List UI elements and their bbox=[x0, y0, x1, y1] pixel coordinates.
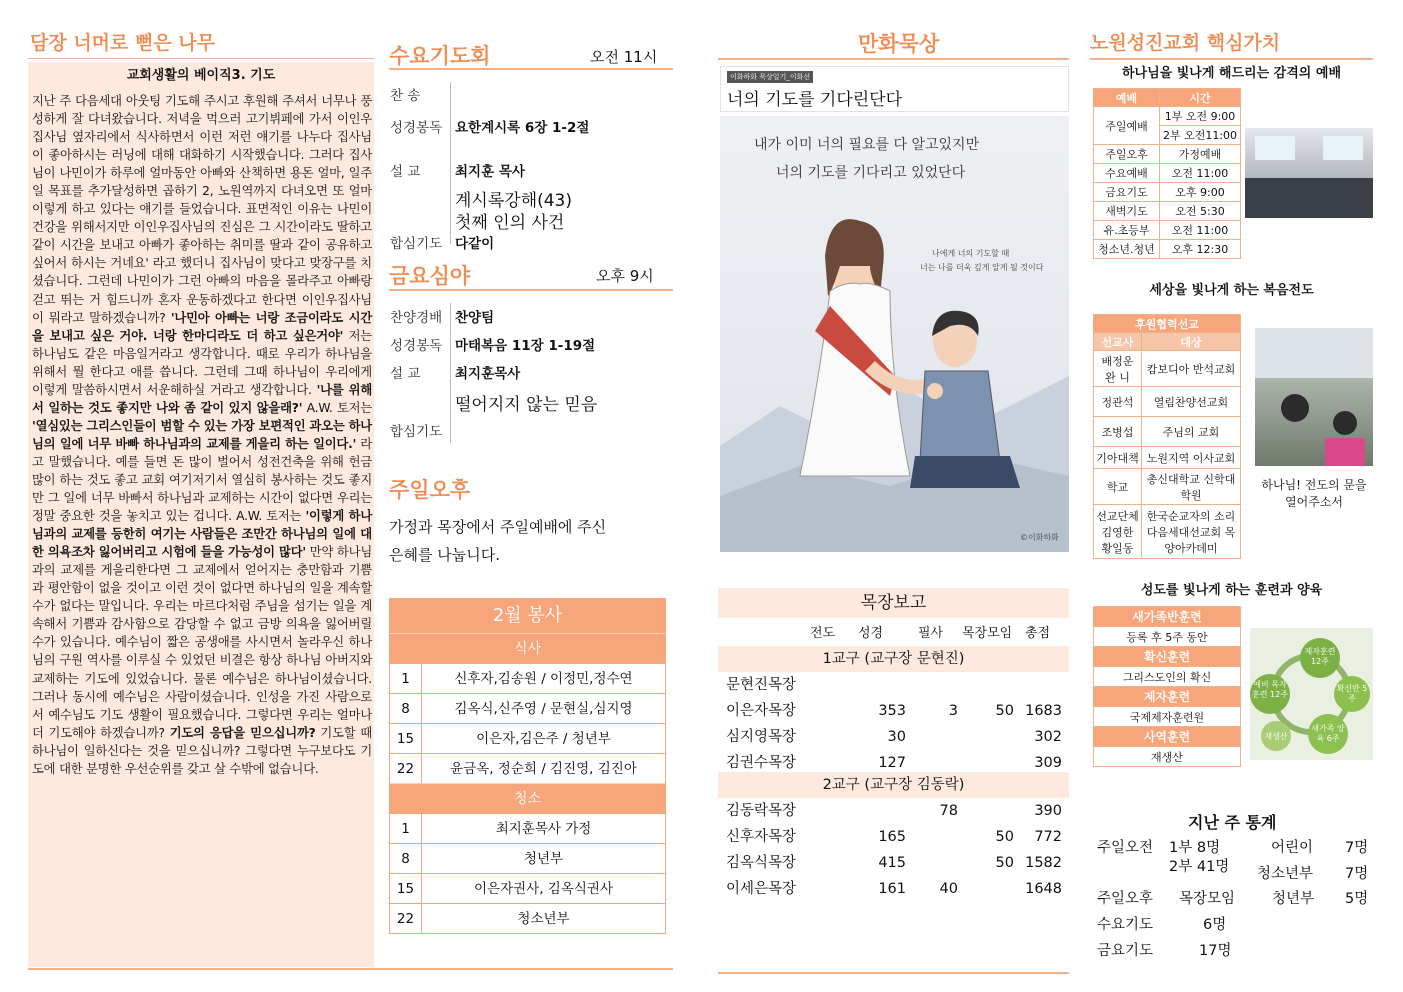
mission-col-header: 선교사 bbox=[1094, 333, 1142, 351]
column3-bottom-rule bbox=[718, 972, 1069, 974]
duty-date: 8 bbox=[390, 694, 422, 723]
report-mokjang-name: 이세은목장 bbox=[726, 881, 797, 897]
stats-kids-value: 7명 bbox=[1345, 840, 1369, 856]
mission-target: 한국순교자의 소리 다음세대선교회 목양아카데미 bbox=[1142, 505, 1241, 559]
fri-service-row bbox=[390, 390, 670, 419]
cartoon-section-title: 만화묵상 bbox=[858, 32, 940, 56]
mission-col-row bbox=[1094, 333, 1241, 351]
report-mokjang-name: 김권수목장 bbox=[726, 755, 797, 771]
fri-service-row bbox=[390, 362, 670, 391]
report-mokjang-name: 이은자목장 bbox=[726, 703, 797, 719]
stats-wed-label: 수요기도 bbox=[1097, 917, 1154, 933]
report-value: 3 bbox=[948, 703, 958, 719]
duty-date: 1 bbox=[390, 664, 422, 693]
missionary: 선교단체 김영한 황일동 bbox=[1094, 505, 1142, 559]
wed-row-label: 합심기도 bbox=[390, 236, 443, 252]
core-values-rule bbox=[1090, 58, 1373, 60]
cycle-label-5: 예비 목자훈련 12주 bbox=[1252, 680, 1288, 699]
worship-name: 청소년.청년 bbox=[1094, 240, 1160, 259]
training-row bbox=[1094, 707, 1241, 727]
worship-row bbox=[1094, 202, 1241, 221]
duty-assignees: 청소년부 bbox=[517, 911, 570, 927]
duty-table bbox=[389, 598, 666, 934]
report-row bbox=[718, 876, 1069, 902]
wed-title-rule bbox=[389, 68, 673, 70]
worship-time: 오전 11:00 bbox=[1160, 164, 1241, 183]
report-value: 1648 bbox=[1025, 881, 1062, 897]
article-text: 라고 말했습니다. 예를 들면 돈 많이 벌어서 성전건축을 위해 헌금 많이 하는 것도 좋고 교회 여기저기서 열심히 봉사하는 것도 좋지만 그 일에 너무 바빠서 하나님과 교제하는 시간이 없다면 우리는 정말 중요한 것을 놓치고 있는 겁니다. A.W. 토저는 bbox=[32, 436, 372, 524]
report-value: 50 bbox=[995, 855, 1014, 871]
fri-service-time: 오후 9시 bbox=[596, 267, 654, 285]
duty-date: 22 bbox=[390, 904, 422, 933]
stats-youth-value: 5명 bbox=[1345, 891, 1369, 907]
mission-row bbox=[1094, 351, 1241, 387]
training-desc: 국제제자훈련원 bbox=[1094, 707, 1241, 727]
duty-clean-row bbox=[390, 843, 665, 873]
article-body bbox=[32, 92, 372, 778]
training-header-row bbox=[1094, 607, 1241, 627]
training-desc: 그리스도인의 확신 bbox=[1094, 667, 1241, 687]
cycle-label-3: 새가족 양육 6주 bbox=[1311, 724, 1345, 743]
wed-row-value: 요한계시록 6장 1-2절 bbox=[455, 120, 590, 136]
training-desc: 재생산 bbox=[1094, 747, 1241, 767]
cartoon-small-line1: 나에게 너의 기도할 때 bbox=[932, 249, 1010, 258]
value3-heading: 성도를 빛나게 하는 훈련과 양육 bbox=[1140, 583, 1323, 598]
wed-row-value: 첫째 인의 사건 bbox=[455, 213, 565, 233]
training-desc: 등록 후 5주 동안 bbox=[1094, 627, 1241, 647]
column1-bottom-rule bbox=[28, 968, 673, 970]
mission-row bbox=[1094, 469, 1241, 505]
mission-target: 열림찬양선교회 bbox=[1142, 387, 1241, 417]
wed-service-row bbox=[390, 116, 670, 144]
duty-date: 8 bbox=[390, 844, 422, 873]
duty-clean-row bbox=[390, 873, 665, 903]
training-name: 새가족반훈련 bbox=[1094, 607, 1241, 627]
stats-fri-value: 17명 bbox=[1199, 943, 1232, 959]
report-col-header: 전도 bbox=[810, 626, 836, 641]
fri-service-title: 금요심야 bbox=[389, 264, 471, 288]
mission-caption-1: 하나님! 전도의 문을 bbox=[1261, 478, 1367, 492]
sunday-pm-line2: 은혜를 나눕니다. bbox=[389, 546, 500, 564]
report-col-header: 총점 bbox=[1025, 626, 1051, 641]
worship-time: 2부 오전11:00 bbox=[1160, 126, 1241, 145]
mission-header-row bbox=[1094, 315, 1241, 333]
mission-photo-illustration bbox=[1255, 328, 1373, 466]
report-value: 1582 bbox=[1025, 855, 1062, 871]
worship-row bbox=[1094, 240, 1241, 259]
column1-title: 담장 너머로 뻗은 나무 bbox=[30, 32, 216, 54]
wed-service-time: 오전 11시 bbox=[590, 48, 658, 66]
fri-service-row bbox=[390, 334, 670, 363]
report-mokjang-name: 문현진목장 bbox=[726, 677, 797, 693]
training-row bbox=[1094, 627, 1241, 647]
duty-meal-row bbox=[390, 693, 665, 723]
mission-col-header: 대상 bbox=[1142, 333, 1241, 351]
mission-photo bbox=[1255, 328, 1373, 466]
duty-assignees: 이은자권사, 김옥식권사 bbox=[474, 881, 613, 897]
report-value: 390 bbox=[1034, 803, 1062, 819]
stats-fri-label: 금요기도 bbox=[1097, 943, 1154, 959]
core-values-title: 노원성진교회 핵심가치 bbox=[1090, 32, 1281, 54]
report-column-headers bbox=[718, 620, 1069, 642]
fri-service-row bbox=[390, 420, 670, 449]
worship-row bbox=[1094, 183, 1241, 202]
wed-row-label: 설 교 bbox=[390, 164, 421, 180]
report-value: 40 bbox=[939, 881, 958, 897]
worship-time: 오전 11:00 bbox=[1160, 221, 1241, 240]
worship-header-cell: 예배 bbox=[1094, 89, 1160, 107]
worship-row bbox=[1094, 107, 1241, 126]
article-quote: 기도의 응답을 믿으십니까? bbox=[169, 725, 316, 740]
report-value: 165 bbox=[878, 829, 906, 845]
cartoon-small-line2: 너는 나를 더욱 깊게 알게 될 것이다 bbox=[920, 263, 1044, 272]
fri-row-label: 합심기도 bbox=[390, 424, 443, 440]
stats-teen-label: 청소년부 bbox=[1257, 866, 1314, 882]
mission-target: 노원지역 이사교회 bbox=[1142, 447, 1241, 469]
duty-meal-row bbox=[390, 663, 665, 693]
report-group-header: 2교구 (교구장 김동락) bbox=[718, 772, 1069, 798]
worship-name: 주일예배 bbox=[1094, 107, 1160, 145]
duty-date: 15 bbox=[390, 724, 422, 753]
mission-row bbox=[1094, 447, 1241, 469]
duty-date: 22 bbox=[390, 754, 422, 783]
duty-assignees: 김옥식,신주영 / 문현실,심지영 bbox=[454, 701, 633, 717]
cartoon-caption bbox=[720, 66, 1069, 112]
wed-row-label: 찬 송 bbox=[390, 88, 421, 104]
worship-name: 금요기도 bbox=[1094, 183, 1160, 202]
report-group-header: 1교구 (교구장 문현진) bbox=[718, 646, 1069, 672]
report-value: 161 bbox=[878, 881, 906, 897]
fri-service-row bbox=[390, 306, 670, 335]
article-subtitle: 교회생활의 베이직3. 기도 bbox=[126, 68, 276, 83]
report-value: 50 bbox=[995, 703, 1014, 719]
fri-title-rule bbox=[389, 289, 673, 291]
report-mokjang-name: 심지영목장 bbox=[726, 729, 797, 745]
duty-title: 2월 봉사 bbox=[390, 599, 665, 633]
mission-target: 주님의 교회 bbox=[1142, 417, 1241, 447]
worship-time: 가정예배 bbox=[1160, 145, 1241, 164]
article-text: 지난 주 다음세대 아웃팅 기도해 주시고 후원해 주셔서 너무나 풍성하게 잘 다녀왔습니다. 저녁을 먹으러 고기뷔페에 가서 이인우집사님 옆자리에서 식사하면서 이런 저런 얘기를 나누다 집사님이 좋아하시는 러닝에 대해 대화하기 시작했습니다. 그러다 집사님이 나민이가 하루에 얼마동안 아빠와 산책하면 용돈 얼마, 일주일 목표를 추가달성하면 곱하기 2, 노원역까지 다녀오면 또 얼마 이렇게 하고 있다는 얘기를 들었습니다. 표면적인 이유는 나민이 건강을 위해서지만 이인우집사님의 진심은 그 시간이라도 딸하고 같이 시간을 보내고 아빠가 좋아하는 취미를 딸과 같이 공유하고 싶어서 하시는 거네요' 라고 했더니 집사님이 맞다고 맞장구를 치셨습니다. 그런데 나민이가 그런 아빠의 마음을 몰라주고 아빠랑 걷고 뛰는 거 힘드니까 혼자 운동하겠다고 한다면 이인우집사님이 뭐라고 말하겠습니까? bbox=[32, 94, 372, 325]
cycle-label-2: 확신반 5주 bbox=[1336, 684, 1368, 703]
worship-header-row bbox=[1094, 89, 1241, 107]
worship-time: 오후 9:00 bbox=[1160, 183, 1241, 202]
wed-row-value: 다같이 bbox=[455, 236, 495, 252]
report-mokjang-name: 신후자목장 bbox=[726, 829, 797, 845]
report-row bbox=[718, 672, 1069, 698]
worship-name: 유.초등부 bbox=[1094, 221, 1160, 240]
article-text: 기도할 때 하나님이 일하신다는 것을 믿으십니까? 그렇다면 누구보다도 기도에 대한 분명한 우선순위를 갖고 살 수밖에 없습니다. bbox=[32, 725, 373, 776]
duty-assignees: 신후자,김송원 / 이정민,정수연 bbox=[454, 671, 633, 687]
duty-clean-rows bbox=[390, 813, 665, 933]
value1-heading: 하나님을 빛나게 해드리는 감격의 예배 bbox=[1121, 66, 1342, 81]
training-name: 사역훈련 bbox=[1094, 727, 1241, 747]
article-quote: '이렇게 하나님과의 교제를 등한히 여기는 사람들은 조만간 하나님의 일에 대한 의욕조차 잃어버리고 시험에 들을 가능성이 많다' bbox=[32, 509, 372, 560]
mission-caption-2: 열어주소서 bbox=[1285, 495, 1343, 509]
duty-date: 1 bbox=[390, 814, 422, 843]
report-col-header: 성경 bbox=[858, 626, 884, 641]
duty-assignees: 최지훈목사 가정 bbox=[495, 821, 592, 837]
stats-kids-label: 어린이 bbox=[1271, 840, 1314, 856]
stats-title: 지난 주 통계 bbox=[1188, 813, 1277, 832]
missionary: 기아대책 bbox=[1094, 447, 1142, 469]
report-value: 78 bbox=[939, 803, 958, 819]
report-value: 302 bbox=[1034, 729, 1062, 745]
cartoon-title: 너의 기도를 기다린단다 bbox=[727, 90, 903, 110]
duty-clean-label: 청소 bbox=[390, 783, 665, 813]
mission-row bbox=[1094, 505, 1241, 559]
duty-clean-row bbox=[390, 903, 665, 933]
wed-row-label: 성경봉독 bbox=[390, 120, 443, 136]
training-row bbox=[1094, 747, 1241, 767]
wed-row-value: 최지훈 목사 bbox=[455, 164, 525, 180]
article-quote: '나민아 아빠는 너랑 조금이라도 시간을 보내고 싶은 거야. 너랑 한마디라도 더 하고 싶은거야' bbox=[32, 310, 372, 343]
fri-row-label: 찬양경배 bbox=[390, 310, 443, 326]
duty-clean-row bbox=[390, 813, 665, 843]
fri-row-value: 찬양팀 bbox=[455, 310, 495, 326]
report-value: 772 bbox=[1034, 829, 1062, 845]
report-col-header: 목장모임 bbox=[962, 626, 1013, 641]
mission-row bbox=[1094, 387, 1241, 417]
worship-row bbox=[1094, 145, 1241, 164]
duty-assignees: 청년부 bbox=[523, 851, 564, 867]
stats-wed-value: 6명 bbox=[1203, 917, 1227, 933]
sunday-pm-title: 주일오후 bbox=[389, 478, 471, 502]
worship-header-cell: 시간 bbox=[1160, 89, 1241, 107]
column1-title-rule bbox=[28, 58, 374, 59]
worship-table bbox=[1093, 88, 1241, 259]
wed-row-value: 계시록강해(43) bbox=[455, 191, 573, 211]
wed-service-row bbox=[390, 84, 670, 112]
report-row bbox=[718, 698, 1069, 724]
training-cycle bbox=[1250, 628, 1373, 760]
mission-row bbox=[1094, 417, 1241, 447]
duty-meal-row bbox=[390, 753, 665, 783]
report-row bbox=[718, 724, 1069, 750]
mission-table bbox=[1093, 314, 1241, 559]
report-row bbox=[718, 798, 1069, 824]
report-mokjang-name: 김동락목장 bbox=[726, 803, 797, 819]
report-value: 127 bbox=[878, 755, 906, 771]
wed-service-title: 수요기도회 bbox=[389, 44, 491, 68]
cartoon-text-line2: 너의 기도를 기다리고 있었단다 bbox=[776, 165, 966, 181]
cycle-label-1: 제자훈련 12주 bbox=[1304, 647, 1336, 666]
worship-time: 오후 12:30 bbox=[1160, 240, 1241, 259]
missionary: 조병섭 bbox=[1094, 417, 1142, 447]
fri-row-value: 최지훈목사 bbox=[455, 366, 521, 382]
cycle-label-4: 재생산 bbox=[1264, 732, 1288, 741]
duty-assignees: 이은자,김은주 / 청년부 bbox=[476, 731, 611, 747]
training-header-row bbox=[1094, 687, 1241, 707]
cartoon-title-rule bbox=[718, 58, 1069, 60]
report-value: 353 bbox=[878, 703, 906, 719]
stats-sunday-am-label: 주일오전 bbox=[1097, 840, 1154, 856]
training-name: 확신훈련 bbox=[1094, 647, 1241, 667]
mission-target: 총신대학교 신학대학원 bbox=[1142, 469, 1241, 505]
report-value: 50 bbox=[995, 829, 1014, 845]
article-quote: '나를 위해서 일하는 것도 좋지만 나와 좀 같이 있지 않을래?' bbox=[32, 382, 372, 415]
article-text: 만약 하나님과의 교제를 게을리한다면 그 교제에서 얻어지는 충만함과 기쁨과 평안함이 없을 것이고 이런 것이 없다면 하나님의 일을 계속할 수가 없다는 말입니다. 우리는 마르다처럼 주님을 섬기는 일을 계속해서 기쁨과 감사함으로 감당할 수 없고 금방 의욕을 잃어버릴 수가 있습니다. 예수님이 짧은 공생애를 사시면서 놀라우신 하나님의 구원 역사를 이루실 수 있었던 비결은 항상 하나님 아버지와 교제하는 기도에 있었습니다. 물론 예수님은 하나님이셨습니다. 그러나 동시에 예수님은 사람이셨습니다. 인성을 가진 사람으로서 예수님도 기도 생활이 필요했습니다. 그렇다면 우리는 얼마나 더 기도해야 하겠습니까? bbox=[32, 545, 372, 740]
stats-teen-value: 7명 bbox=[1345, 866, 1369, 882]
duty-assignees: 윤금옥, 정순희 / 김진영, 김진아 bbox=[450, 761, 637, 777]
duty-meal-row bbox=[390, 723, 665, 753]
worship-row bbox=[1094, 221, 1241, 240]
report-value: 1683 bbox=[1025, 703, 1062, 719]
mission-target: 캄보디아 반석교회 bbox=[1142, 351, 1241, 387]
training-row bbox=[1094, 667, 1241, 687]
worship-name: 수요예배 bbox=[1094, 164, 1160, 183]
worship-name: 주일오후 bbox=[1094, 145, 1160, 164]
training-header-row bbox=[1094, 647, 1241, 667]
cartoon-signature: ©이화하화 bbox=[1020, 533, 1059, 542]
report-col-header: 필사 bbox=[918, 626, 944, 641]
value2-heading: 세상을 빛나게 하는 복음전도 bbox=[1149, 283, 1314, 298]
worship-photo-illustration bbox=[1245, 128, 1373, 218]
stats-mokjang: 목장모임 bbox=[1179, 891, 1236, 907]
report-title: 목장보고 bbox=[718, 588, 1069, 618]
fri-row-label: 설 교 bbox=[390, 366, 421, 382]
report-value: 309 bbox=[1034, 755, 1062, 771]
wed-service-row bbox=[390, 160, 670, 188]
fri-row-label: 성경봉독 bbox=[390, 338, 443, 354]
worship-time: 오전 5:30 bbox=[1160, 202, 1241, 221]
report-mokjang-name: 김옥식목장 bbox=[726, 855, 797, 871]
wed-service-row bbox=[390, 232, 670, 260]
duty-date: 15 bbox=[390, 874, 422, 903]
stats-youth-label: 청년부 bbox=[1272, 891, 1315, 907]
mission-header: 후원협력선교 bbox=[1094, 315, 1241, 333]
missionary: 정관석 bbox=[1094, 387, 1142, 417]
training-name: 제자훈련 bbox=[1094, 687, 1241, 707]
stats-sunday-pm-label: 주일오후 bbox=[1097, 891, 1154, 907]
article-text: 저는 하나님도 같은 마음일거라고 생각합니다. 때로 우리가 하나님을 위해서 뭘 한다고 애를 씁니다. 그런데 그때 하나님이 우리에게 이렇게 말씀하시면서 서운해하실 거라고 생각합니다. bbox=[32, 328, 372, 397]
missionary: 학교 bbox=[1094, 469, 1142, 505]
article-quote: '열심있는 그리스인들이 범할 수 있는 가장 보편적인 과오는 하나님의 일에 너무 바빠 하나님과의 교제를 게을리 하는 일이다.' bbox=[32, 418, 372, 451]
stats-second-service: 2부 41명 bbox=[1169, 859, 1230, 875]
report-value: 415 bbox=[878, 855, 906, 871]
duty-meal-label: 식사 bbox=[390, 633, 665, 663]
training-header-row bbox=[1094, 727, 1241, 747]
training-table bbox=[1093, 606, 1241, 767]
worship-photo bbox=[1245, 128, 1373, 218]
duty-meal-rows bbox=[390, 663, 665, 783]
worship-name: 새벽기도 bbox=[1094, 202, 1160, 221]
stats-first-service: 1부 8명 bbox=[1169, 840, 1221, 856]
missionary: 배정운 완 니 bbox=[1094, 351, 1142, 387]
report-row bbox=[718, 824, 1069, 850]
cartoon-image bbox=[720, 116, 1069, 552]
cartoon-text-line1: 내가 이미 너의 필요를 다 알고있지만 bbox=[754, 137, 980, 153]
sunday-pm-line1: 가정과 목장에서 주일예배에 주신 bbox=[389, 518, 607, 536]
fri-row-value: 떨어지지 않는 믿음 bbox=[455, 395, 598, 415]
report-row bbox=[718, 850, 1069, 876]
cartoon-tag: 이화하화 묵상일기_이화선 bbox=[727, 71, 813, 83]
fri-row-value: 마태복음 11장 1-19절 bbox=[455, 338, 596, 354]
worship-row bbox=[1094, 164, 1241, 183]
worship-time: 1부 오전 9:00 bbox=[1160, 107, 1241, 126]
report-value: 30 bbox=[887, 729, 906, 745]
article-text: A.W. 토저는 bbox=[302, 400, 373, 415]
